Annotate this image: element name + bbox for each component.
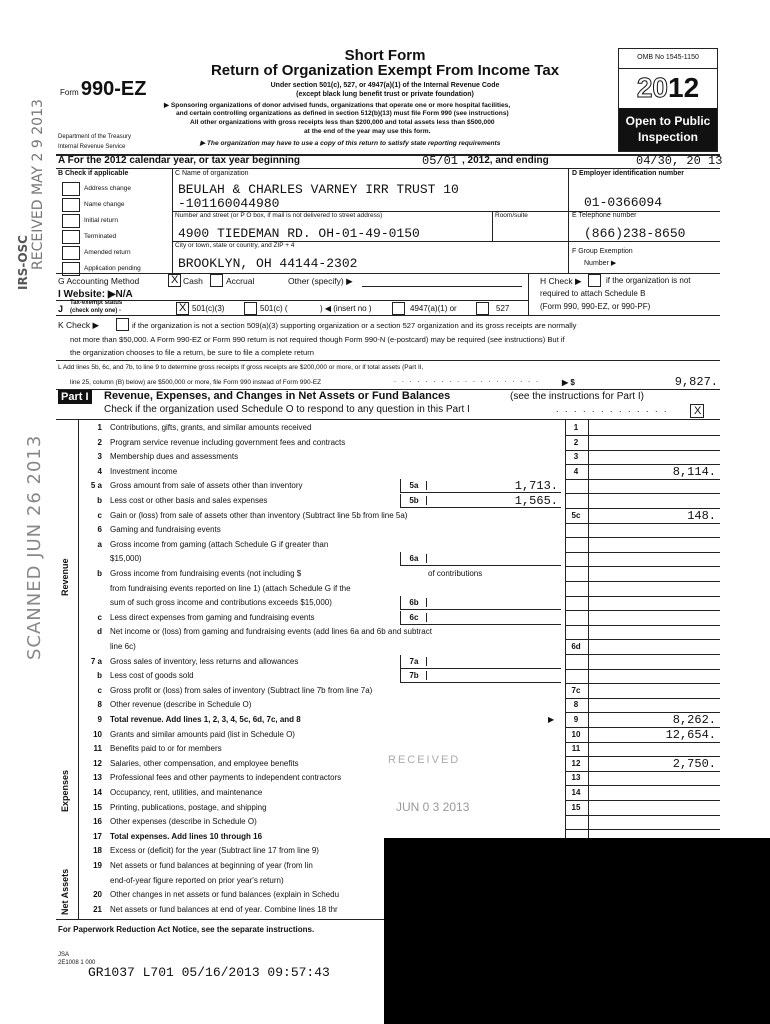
line-k-text1: if the organization is not a section 509(a)(3) supporting organization or a section 527 organization and its gross receipts are normally xyxy=(132,321,577,330)
tax-exempt-status-1: Tax-exempt status xyxy=(70,300,123,306)
group-exemption-label: F Group Exemption xyxy=(572,248,633,255)
form-prefix: Form xyxy=(60,88,79,97)
line-description: Grants and similar amounts paid (list in Schedule O) xyxy=(110,729,295,739)
schedule-b-checkbox[interactable] xyxy=(588,274,601,287)
line-ref-number: 13 xyxy=(571,773,581,783)
line-k-text3: the organization chooses to file a return, be sure to file a complete return xyxy=(70,348,314,357)
line-rule xyxy=(566,815,720,816)
line-description: Gross amount from sale of assets other than inventory xyxy=(110,481,303,491)
line-k-text2: not more than $50,000. A Form 990-EZ or Form 990 return is not required though Form 990-N (e-postcard) may be required (see instructions) But if xyxy=(70,335,565,344)
short-form-title: Short Form xyxy=(344,47,426,64)
line-rule xyxy=(566,785,720,786)
instruction-1: ▶ Sponsoring organizations of donor advised funds, organizations that operate one or more hospital facilities, xyxy=(164,102,511,109)
line-number: 5 a xyxy=(90,481,102,491)
line-row xyxy=(0,642,770,654)
line-description: from fundraising events reported on line 1) (attach Schedule G if the xyxy=(110,583,351,593)
tax-year-end-year: , 20 13 xyxy=(672,154,723,168)
line-ref-number: 6d xyxy=(571,642,581,651)
line-number: 8 xyxy=(97,700,102,710)
sub-line-number: 5b xyxy=(402,496,427,505)
527-checkbox[interactable] xyxy=(476,302,489,315)
side-label-expenses: Expenses xyxy=(60,769,70,812)
line-rule xyxy=(566,537,720,538)
line-j-label: J xyxy=(58,304,64,314)
line-row xyxy=(0,715,770,727)
label-address-change: Address change xyxy=(84,185,131,192)
line-row xyxy=(0,438,770,450)
line-rule xyxy=(566,683,720,684)
line-ref-number: 2 xyxy=(573,437,579,447)
line-number: b xyxy=(97,496,102,505)
line-row xyxy=(0,744,770,756)
received-stamp-mid: RECEIVED xyxy=(388,754,461,766)
line-row xyxy=(0,627,770,639)
line-rule xyxy=(566,479,720,480)
line-number: 7 a xyxy=(90,656,102,666)
org-name-line1: BEULAH & CHARLES VARNEY IRR TRUST 10 xyxy=(178,182,459,197)
tax-exempt-status-2: (check only one) - xyxy=(70,308,122,314)
instruction-1d: at the end of the year may use this form. xyxy=(304,128,431,135)
inspection: Inspection xyxy=(637,130,698,144)
line-row xyxy=(0,817,770,829)
501c-checkbox[interactable] xyxy=(244,302,257,315)
part-i-dots: . . . . . . . . . . . . . xyxy=(556,404,669,414)
line-number: 18 xyxy=(93,846,102,856)
phone-value: (866)238-8650 xyxy=(584,226,686,241)
line-h-label: H Check ▶ xyxy=(540,276,582,286)
under-section: Under section 501(c), 527, or 4947(a)(1) of the Internal Revenue Code xyxy=(270,82,500,89)
sub-line-number: 7b xyxy=(402,671,427,680)
omb-number: OMB No 1545-1150 xyxy=(637,54,699,61)
tax-year-begin: 05/01 xyxy=(422,154,459,168)
line-ref-number: 14 xyxy=(571,788,581,797)
line-ref-number: 5c xyxy=(571,510,581,520)
sub-line-number: 5a xyxy=(402,481,427,490)
redaction-block xyxy=(384,838,770,1024)
form-label xyxy=(60,78,147,101)
line-rule xyxy=(566,829,720,830)
line-rule xyxy=(566,566,720,567)
total-arrow: ▶ xyxy=(548,715,555,724)
street-label: Number and street (or P O box, if mail is not delivered to street address) xyxy=(175,212,383,219)
checkbox-amended-return[interactable] xyxy=(62,246,80,260)
line-description: Other expenses (describe in Schedule O) xyxy=(110,817,257,827)
line-row xyxy=(0,657,770,669)
line-rule xyxy=(566,493,720,494)
line-row xyxy=(0,554,770,566)
501c3-check-mark: X xyxy=(179,302,187,314)
line-rule xyxy=(566,523,720,524)
line-ref-number: 4 xyxy=(573,466,579,476)
line-row xyxy=(0,773,770,785)
ein-label: D Employer identification number xyxy=(572,170,685,177)
city-label: City or town, state or country, and ZIP + 4 xyxy=(175,242,295,249)
line-ref-number: 10 xyxy=(571,729,581,739)
insert-number-label: ) ◀ (insert no ) xyxy=(320,304,372,313)
form-title: Return of Organization Exempt From Income Tax xyxy=(210,62,560,79)
line-number: 11 xyxy=(93,744,102,754)
part-i-schedule-o-text: Check if the organization used Schedule O to respond to any question in this Part I xyxy=(104,404,470,415)
501c3-checkbox[interactable] xyxy=(176,302,189,315)
cash-check-mark: X xyxy=(171,274,179,286)
line-l-text2: line 25, column (B) below) are $500,000 or more, file Form 990 instead of Form 990-EZ xyxy=(70,379,322,386)
irs-osc-stamp: IRS-OSC xyxy=(16,235,30,290)
label-terminated: Terminated xyxy=(84,233,117,240)
line-row xyxy=(0,756,770,771)
line-l-dots: . . . . . . . . . . . . . . . . . . . xyxy=(394,377,540,384)
line-description: Gross profit or (loss) from sales of inventory (Subtract line 7b from line 7a) xyxy=(110,685,373,695)
line-row xyxy=(0,613,770,625)
501c3-label: 501(c)(3) xyxy=(192,304,225,313)
line-number: 16 xyxy=(93,817,102,827)
part-i-title-note: (see the instructions for Part I) xyxy=(510,391,644,402)
line-number: 19 xyxy=(93,861,102,870)
section-b-label: B Check if applicable xyxy=(58,170,129,177)
line-row xyxy=(0,584,770,596)
line-description: Gaming and fundraising events xyxy=(110,525,221,535)
line-number: a xyxy=(97,539,102,549)
line-description: Total expenses. Add lines 10 through 16 xyxy=(110,831,263,841)
line-rule xyxy=(566,610,720,611)
line-rule xyxy=(566,698,720,699)
org-name-line2: -101160044980 xyxy=(178,196,280,211)
room-label: Room/suite xyxy=(495,212,528,219)
line-rule xyxy=(566,654,720,655)
name-label: C Name of organization xyxy=(175,170,249,177)
label-amended-return: Amended return xyxy=(84,249,131,256)
schedule-o-check-mark: X xyxy=(694,405,702,417)
line-number: c xyxy=(97,510,102,520)
line-description: Contributions, gifts, grants, and similar amounts received xyxy=(110,423,312,432)
line-ref-number: 1 xyxy=(573,423,579,432)
line-row xyxy=(0,464,770,479)
other-method-label: Other (specify) ▶ xyxy=(288,276,353,286)
line-rule xyxy=(566,596,720,597)
line-l-arrow: ▶ $ xyxy=(562,378,575,387)
checkbox-terminated[interactable] xyxy=(62,230,80,244)
line-number: 2 xyxy=(97,437,102,447)
line-description: Excess or (deficit) for the year (Subtract line 17 from line 9) xyxy=(110,846,319,856)
line-number: 10 xyxy=(93,729,102,739)
street-address: 4900 TIEDEMAN RD. OH-01-49-0150 xyxy=(178,226,420,241)
line-number: 17 xyxy=(93,831,102,841)
line-row xyxy=(0,803,770,815)
line-row xyxy=(0,452,770,464)
line-rule xyxy=(566,552,720,553)
line-description: Less direct expenses from gaming and fundraising events xyxy=(110,612,315,622)
line-number: d xyxy=(97,627,102,637)
line-rule xyxy=(566,771,720,772)
line-amount: 2,750. xyxy=(672,756,716,771)
line-description: Less cost or other basis and sales expenses xyxy=(110,496,268,505)
sub-line-number: 6a xyxy=(402,554,427,563)
line-description: Investment income xyxy=(110,466,178,476)
line-description: sum of such gross income and contributions exceeds $15,000) xyxy=(110,598,332,608)
paperwork-notice: For Paperwork Reduction Act Notice, see the separate instructions. xyxy=(58,925,315,934)
year-bold: 12 xyxy=(668,72,700,103)
line-row xyxy=(0,525,770,537)
accounting-method-label: G Accounting Method xyxy=(58,276,140,286)
irs-label: Internal Revenue Service xyxy=(58,144,126,150)
line-number: b xyxy=(97,671,102,681)
line-ref-number: 11 xyxy=(571,744,581,754)
side-label-revenue: Revenue xyxy=(60,558,70,596)
line-row xyxy=(0,540,770,552)
line-h-text2: required to attach Schedule B xyxy=(540,289,646,298)
line-ref-number: 7c xyxy=(571,685,581,695)
line-rule xyxy=(566,800,720,801)
phone-label: E Telephone number xyxy=(572,212,637,219)
sub-line-amount: 1,565. xyxy=(514,494,558,508)
print-stamp: GR1037 L701 05/16/2013 09:57:43 xyxy=(88,965,330,980)
line-number: 9 xyxy=(97,715,102,724)
ein-value: 01-0366094 xyxy=(584,195,663,210)
label-application-pending: Application pending xyxy=(84,265,141,272)
line-row xyxy=(0,481,770,493)
line-number: c xyxy=(97,685,102,695)
instruction-2: ▶ The organization may have to use a copy of this return to satisfy state reporting requirements xyxy=(200,140,501,147)
line-amount: 12,654. xyxy=(665,727,716,742)
501c-label: 501(c) ( xyxy=(260,304,288,313)
line-ref-number: 12 xyxy=(571,758,581,768)
line-number: 14 xyxy=(93,788,102,797)
line-h-text3: (Form 990, 990-EZ, or 990-PF) xyxy=(540,302,651,311)
line-description: Gross sales of inventory, less returns and allowances xyxy=(110,656,299,666)
line-number: c xyxy=(97,612,102,622)
line-number: 3 xyxy=(97,452,102,462)
cash-checkbox[interactable] xyxy=(168,274,181,287)
line-number: 13 xyxy=(93,773,102,783)
line-a-label: A For the 2012 calendar year, or tax year beginning xyxy=(58,155,300,166)
line-row xyxy=(0,671,770,683)
line-description: Gross income from gaming (attach Schedule G if greater than xyxy=(110,539,329,549)
instruction-1b: and certain controlling organizations as defined in section 512(b)(13) must file Form 990 (see instructions) xyxy=(176,110,509,117)
gross-receipts-amount: 9,827. xyxy=(674,375,718,389)
line-description: Net assets or fund balances at beginning of year (from lin xyxy=(110,861,313,870)
line-rule xyxy=(566,625,720,626)
date-stamp-mid: JUN 0 3 2013 xyxy=(396,800,470,814)
line-description: Other revenue (describe in Schedule O) xyxy=(110,700,252,710)
line-description: line 6c) xyxy=(110,642,136,651)
label-initial-return: Initial return xyxy=(84,217,118,224)
sub-line-number: 6c xyxy=(402,613,427,622)
line-description: Total revenue. Add lines 1, 2, 3, 4, 5c, 6d, 7c, and 8 xyxy=(110,715,301,724)
accrual-checkbox[interactable] xyxy=(210,274,223,287)
line-rule xyxy=(566,669,720,670)
line-ref-number: 8 xyxy=(573,700,579,710)
line-description: Gross income from fundraising events (not including $ xyxy=(110,569,302,578)
tax-year xyxy=(618,72,718,104)
line-description: Membership dues and assessments xyxy=(110,452,239,462)
line-row xyxy=(0,700,770,712)
year-outline: 20 xyxy=(636,72,668,103)
line-number: b xyxy=(97,569,102,578)
line-l-text1: L Add lines 5b, 6c, and 7b, to line 9 to determine gross receipts If gross receipts are $200,000 or more, or if total assets (Part II, xyxy=(58,364,424,371)
side-label-net-assets: Net Assets xyxy=(60,868,70,915)
sub-line-amount: 1,713. xyxy=(514,479,558,494)
line-description: Gain or (loss) from sale of assets other than inventory (Subtract line 5b from line 5a) xyxy=(110,510,408,520)
line-a-mid: , 2012, and ending xyxy=(462,155,549,166)
line-rule xyxy=(566,639,720,640)
line-row xyxy=(0,569,770,581)
sub-line-number: 7a xyxy=(402,657,427,666)
label-name-change: Name change xyxy=(84,201,125,208)
line-k-checkbox[interactable] xyxy=(116,318,129,331)
line-number: 4 xyxy=(97,466,102,476)
line-ref-number: 15 xyxy=(571,802,581,812)
jsa-label: JSA xyxy=(58,952,70,958)
website-line: I Website: ▶N/A xyxy=(58,289,133,300)
line-number: 15 xyxy=(93,802,102,812)
line-row xyxy=(0,598,770,610)
scanned-stamp: SCANNED JUN 26 2013 xyxy=(24,434,45,660)
line-number: 20 xyxy=(93,890,102,900)
line-number: 21 xyxy=(93,904,102,914)
accrual-label: Accrual xyxy=(226,276,255,286)
part-i-title: Revenue, Expenses, and Changes in Net Assets or Fund Balances xyxy=(104,390,451,402)
line-description: $15,000) xyxy=(110,554,142,564)
line-description: Professional fees and other payments to independent contractors xyxy=(110,773,342,783)
open-to-public: Open to Public xyxy=(625,114,711,128)
line-description: end-of-year figure reported on prior year's return) xyxy=(110,875,284,885)
line-description: Net income or (loss) from gaming and fundraising events (add lines 6a and 6b and subtract xyxy=(110,627,432,637)
line-row xyxy=(0,508,770,523)
line-description: Program service revenue including government fees and contracts xyxy=(110,437,346,447)
line-description: Benefits paid to or for members xyxy=(110,744,222,754)
form-code: 2E1008 1 000 xyxy=(58,960,96,966)
4947-checkbox[interactable] xyxy=(392,302,405,315)
checkbox-name-change[interactable] xyxy=(62,198,80,212)
instruction-1c: All other organizations with gross receipts less than $200,000 and total assets less than $500,000 xyxy=(190,119,495,126)
line-rule xyxy=(566,435,720,436)
group-exemption-number: Number ▶ xyxy=(584,260,617,267)
line-ref-number: 9 xyxy=(573,715,579,724)
line-rule xyxy=(566,742,720,743)
line-rule xyxy=(566,450,720,451)
line-description: Other changes in net assets or fund balances (explain in Schedu xyxy=(110,890,340,900)
line-row xyxy=(0,727,770,742)
cash-label: Cash xyxy=(183,276,203,286)
line-ref-number: 3 xyxy=(573,452,579,462)
line-h-text1: if the organization is not xyxy=(606,276,691,285)
tax-year-end: 04/30 xyxy=(636,154,673,168)
line-description: Net assets or fund balances at end of year. Combine lines 18 thr xyxy=(110,904,338,914)
line-amount: 148. xyxy=(687,508,716,523)
received-stamp-top: RECEIVED MAY 2 9 2013 xyxy=(30,99,46,270)
line-amount: 8,262. xyxy=(672,713,716,727)
line-k-label: K Check ▶ xyxy=(58,320,100,330)
line-rule xyxy=(566,581,720,582)
line-number: 1 xyxy=(97,423,102,432)
schedule-o-checkbox[interactable] xyxy=(690,404,704,418)
line-description: Occupancy, rent, utilities, and maintenance xyxy=(110,788,263,797)
527-label: 527 xyxy=(496,304,510,313)
line-description-suffix: of contributions xyxy=(428,569,483,578)
line-row xyxy=(0,686,770,698)
checkbox-address-change[interactable] xyxy=(62,182,80,196)
4947-label: 4947(a)(1) or xyxy=(410,304,457,313)
department-label: Department of the Treasury xyxy=(58,134,132,140)
city-state-zip: BROOKLYN, OH 44144-2302 xyxy=(178,256,358,271)
line-description: Printing, publications, postage, and shipping xyxy=(110,802,267,812)
form-number: 990-EZ xyxy=(80,78,147,100)
line-number: 6 xyxy=(97,525,102,535)
part-i-tag: Part I xyxy=(58,390,92,404)
line-row xyxy=(0,496,770,508)
line-number: 12 xyxy=(93,758,102,768)
line-row xyxy=(0,788,770,800)
line-amount: 8,114. xyxy=(672,464,716,479)
sub-line-number: 6b xyxy=(402,598,427,607)
except-note: (except black lung benefit trust or private foundation) xyxy=(296,91,474,98)
line-description: Less cost of goods sold xyxy=(110,671,194,681)
line-description: Salaries, other compensation, and employee benefits xyxy=(110,758,299,768)
checkbox-initial-return[interactable] xyxy=(62,214,80,228)
line-row xyxy=(0,423,770,435)
